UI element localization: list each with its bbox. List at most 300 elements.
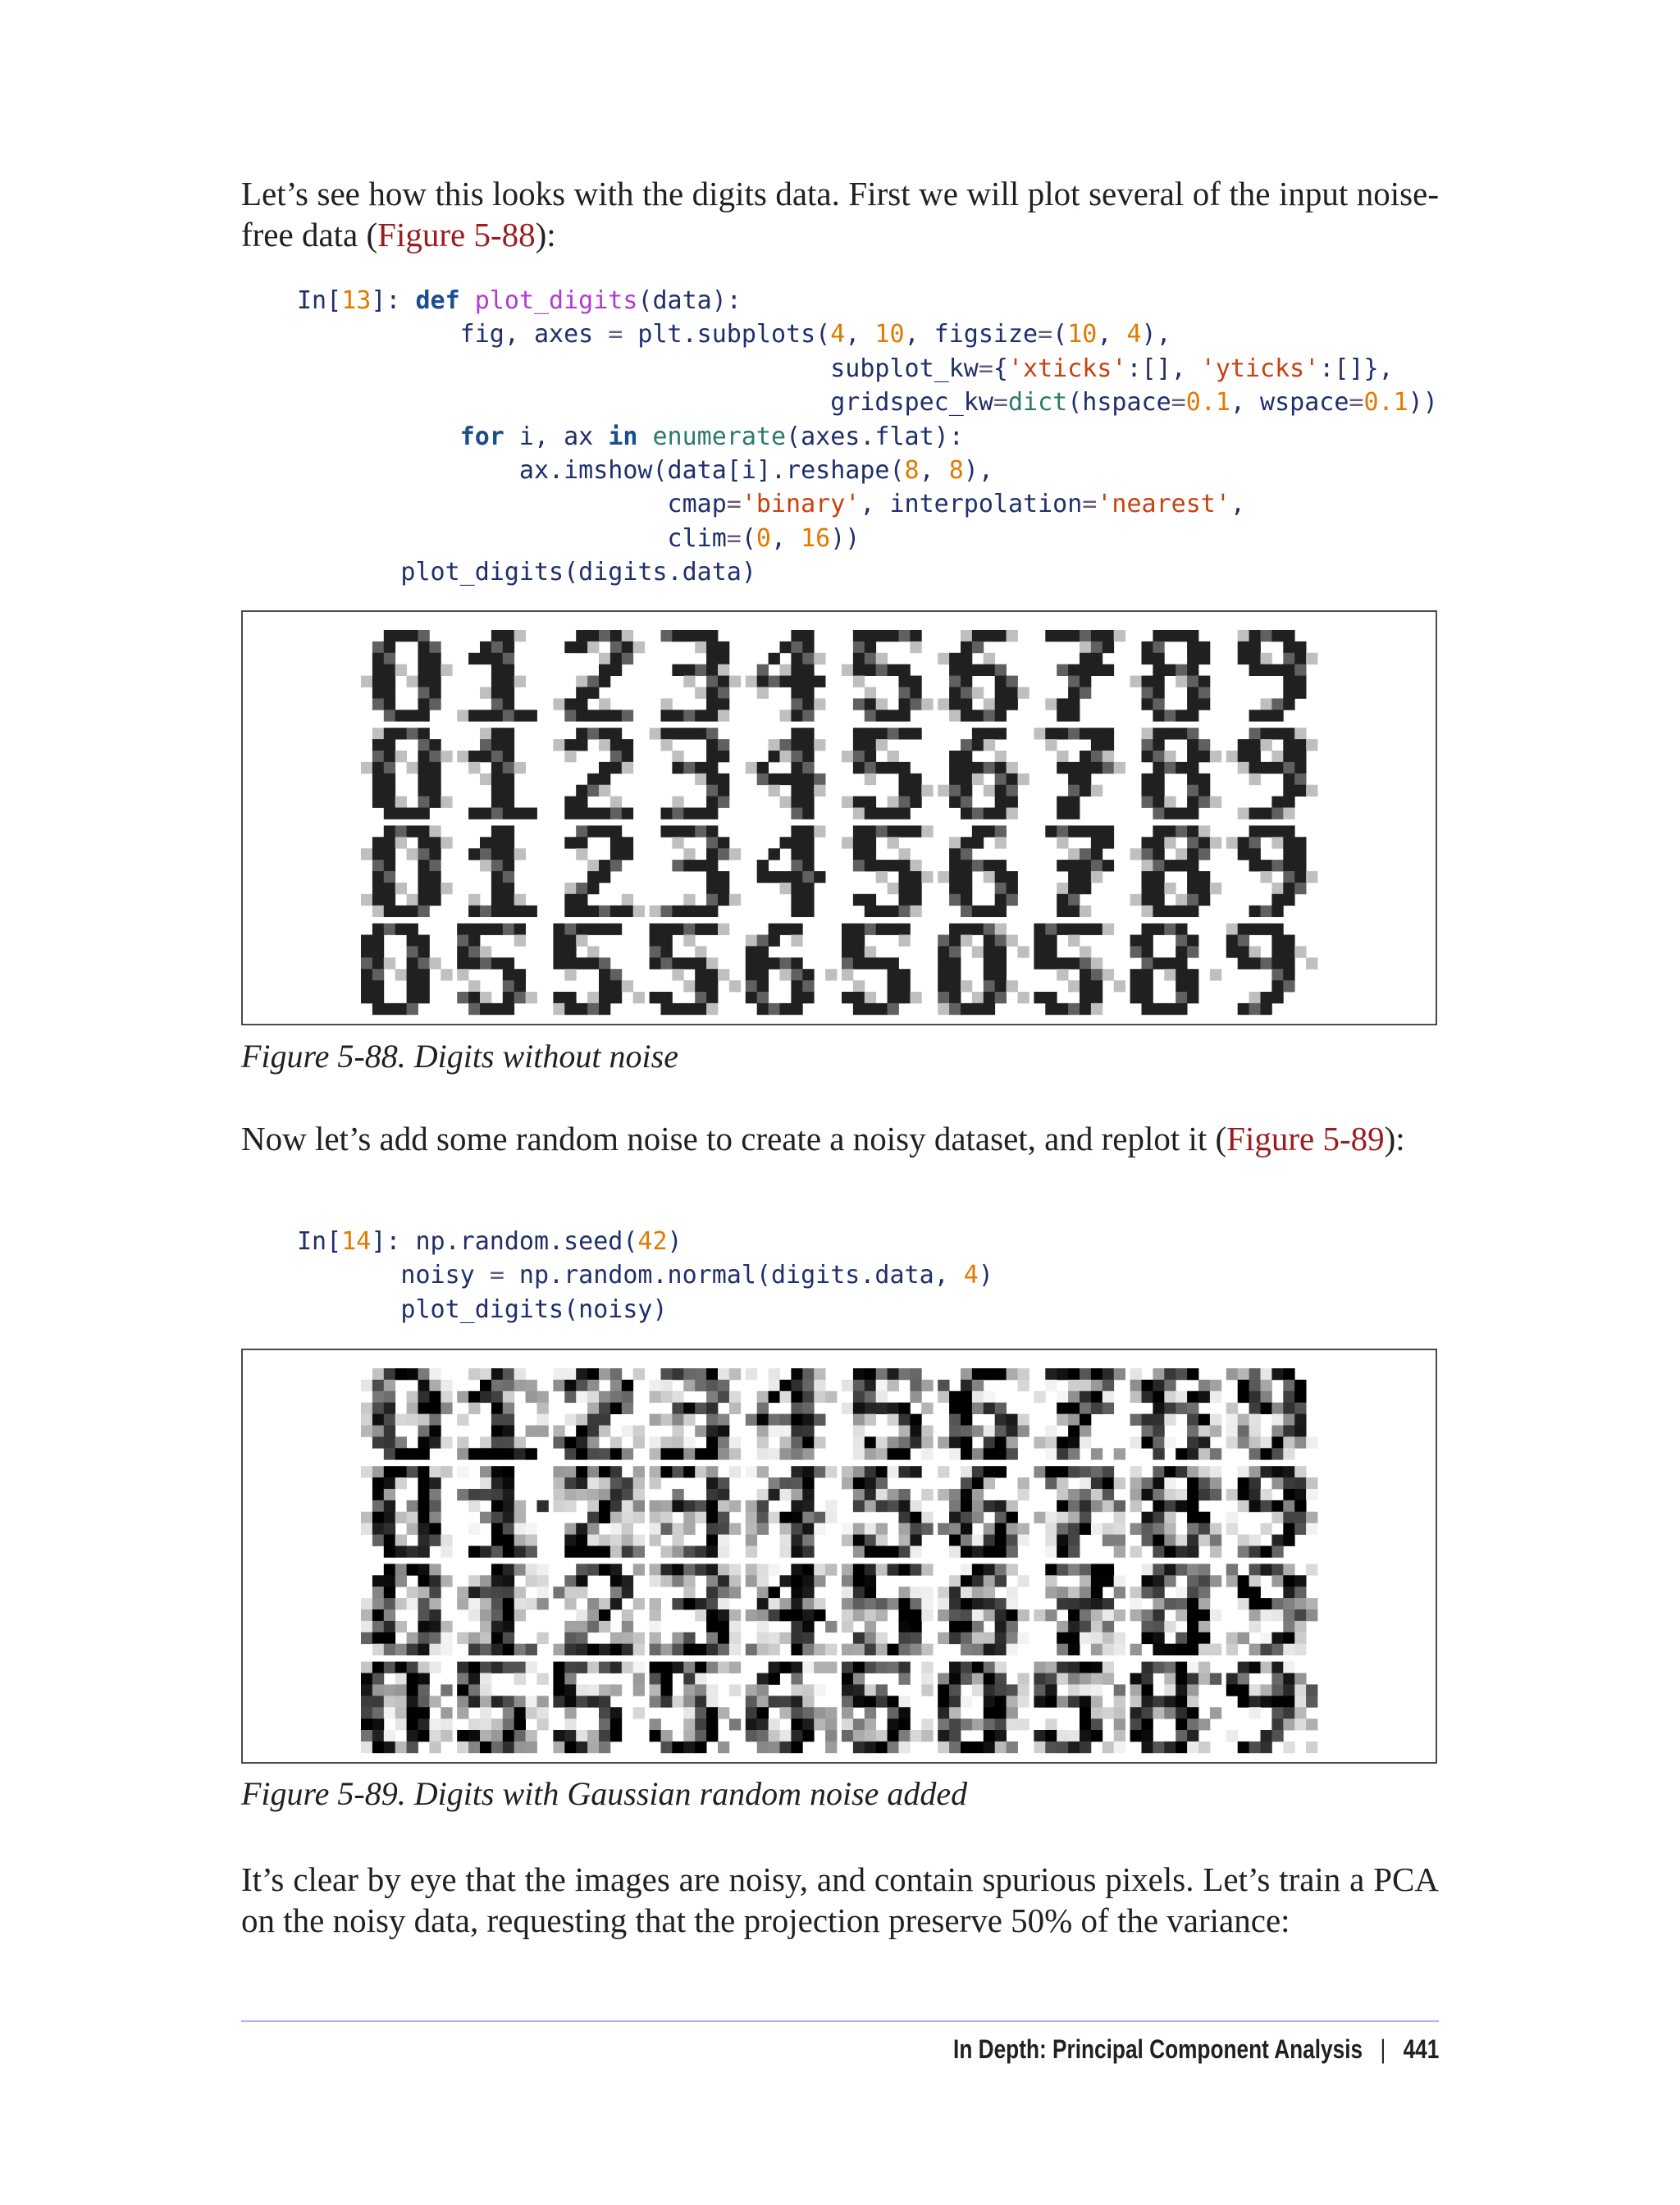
digit-pixel <box>757 1575 769 1586</box>
digit-pixel <box>949 1673 961 1685</box>
digit-pixel <box>1142 1632 1153 1644</box>
digit-pixel <box>372 1707 384 1719</box>
digit-pixel <box>503 837 514 848</box>
digit-pixel <box>780 883 792 894</box>
digit-pixel <box>706 687 718 699</box>
digit-pixel <box>480 1368 491 1380</box>
digit-pixel <box>972 1448 984 1459</box>
digit-pixel <box>865 837 876 848</box>
digit-pixel <box>1187 797 1198 808</box>
digit-pixel <box>599 1644 610 1655</box>
digit-pixel <box>1306 1436 1317 1448</box>
digit-pixel <box>372 1391 384 1403</box>
digit-pixel <box>468 1448 480 1459</box>
digit-pixel <box>1187 1489 1198 1500</box>
digit-pixel <box>899 1696 911 1707</box>
digit-pixel <box>853 946 865 957</box>
digit-pixel <box>888 1598 899 1609</box>
digit-pixel <box>706 871 718 883</box>
digit-pixel <box>814 1609 825 1621</box>
digit-pixel <box>876 1564 888 1575</box>
digit-pixel <box>961 1662 972 1673</box>
digit-pixel <box>746 676 757 687</box>
digit-pixel <box>899 785 911 797</box>
digit-pixel <box>780 710 792 721</box>
digit-pixel <box>1130 1414 1142 1426</box>
digit-pixel <box>1283 1632 1294 1644</box>
digit-pixel <box>949 687 961 699</box>
figure-5-88-link[interactable]: Figure 5-88 <box>377 216 536 253</box>
digit-pixel <box>961 848 972 860</box>
digit-pixel <box>995 785 1007 797</box>
digit-pixel <box>718 1523 729 1535</box>
digit-pixel <box>526 1448 537 1459</box>
digit-pixel <box>899 1719 911 1730</box>
digit-pixel <box>695 1448 706 1459</box>
digit-pixel <box>842 664 853 676</box>
digit-pixel <box>1294 641 1306 653</box>
digit-pixel <box>491 1436 503 1448</box>
digit-pixel <box>429 1436 441 1448</box>
digit-pixel <box>429 1598 441 1609</box>
digit-pixel <box>491 1426 503 1437</box>
digit-pixel <box>384 1448 395 1459</box>
digit-pixel <box>576 848 587 860</box>
digit-pixel <box>961 1403 972 1414</box>
digit-pixel <box>1249 992 1261 1003</box>
digit-pixel <box>718 1512 729 1523</box>
digit-pixel <box>1091 1586 1102 1598</box>
digit-pixel <box>372 1696 384 1707</box>
digit-pixel <box>1068 935 1080 947</box>
digit-pixel <box>853 1436 865 1448</box>
digit-pixel <box>610 1575 622 1586</box>
digit-pixel <box>791 1586 802 1598</box>
digit-pixel <box>1080 1391 1091 1403</box>
digit-pixel <box>491 1489 503 1500</box>
digit-pixel <box>622 739 633 751</box>
digit-pixel <box>910 871 921 883</box>
digit-pixel <box>468 1003 480 1015</box>
digit-pixel <box>791 1662 802 1673</box>
digit-pixel <box>876 1380 888 1391</box>
digit-pixel <box>972 739 984 751</box>
digit-pixel <box>384 825 395 837</box>
digit-pixel <box>949 992 961 1003</box>
digit-pixel <box>888 1448 899 1459</box>
digit-pixel <box>825 1500 837 1512</box>
digit-pixel <box>457 1696 468 1707</box>
digit-pixel <box>1102 1380 1114 1391</box>
code-cell-13: In[13]: def plot_digits(data): fig, axes = plt.subplots(4, 10, figsize=(10, 4), subplot_kw={'xticks':[], 'yticks':[]}, gridspec_kw=dict(hspace=0.1, wspace=0.1)) for i, ax in enumerate(axes.flat): ax.imshow(data[i].reshape(8, 8), cmap='binary', interpolation='nearest', clim=(0, 16)) plot_digits(digits.data) <box>297 286 1438 587</box>
digit-pixel <box>429 860 441 871</box>
digit-pixel <box>1176 710 1187 721</box>
digit-pixel <box>599 785 610 797</box>
digit-pixel <box>865 710 876 721</box>
digit-pixel <box>384 1575 395 1586</box>
digit-pixel <box>1164 1368 1176 1380</box>
digit-pixel <box>1102 1575 1114 1586</box>
digit-pixel <box>1153 1609 1164 1621</box>
digit-pixel <box>610 837 622 848</box>
digit-pixel <box>661 1003 673 1015</box>
digit-pixel <box>372 992 384 1003</box>
digit-pixel <box>972 1586 984 1598</box>
digit-pixel <box>418 825 430 837</box>
digit-pixel <box>514 1523 526 1535</box>
digit-pixel <box>576 837 587 848</box>
digit-pixel <box>418 1426 430 1437</box>
digit-thumbnail-7 <box>1034 728 1125 819</box>
digit-pixel <box>718 687 729 699</box>
digit-pixel <box>865 1644 876 1655</box>
digit-pixel <box>650 946 661 957</box>
digit-pixel <box>802 664 814 676</box>
digit-pixel <box>695 641 706 653</box>
digit-pixel <box>984 860 995 871</box>
digit-pixel <box>395 1707 407 1719</box>
digit-pixel <box>1007 774 1018 785</box>
digit-pixel <box>1261 1403 1272 1414</box>
digit-pixel <box>1187 774 1198 785</box>
digit-pixel <box>865 1546 876 1558</box>
digit-pixel <box>587 687 599 699</box>
digit-pixel <box>910 728 921 739</box>
digit-pixel <box>1007 1684 1018 1696</box>
digit-pixel <box>706 808 718 819</box>
digit-pixel <box>576 728 587 739</box>
digit-pixel <box>384 1523 395 1535</box>
digit-pixel <box>564 1477 576 1489</box>
digit-pixel <box>865 1003 876 1015</box>
digit-pixel <box>972 710 984 721</box>
digit-pixel <box>1306 1609 1317 1621</box>
digit-pixel <box>537 1414 549 1426</box>
digit-pixel <box>576 957 587 969</box>
digit-pixel <box>791 1719 802 1730</box>
digit-pixel <box>633 1477 645 1489</box>
digit-pixel <box>1034 1391 1045 1403</box>
digit-pixel <box>1294 1403 1306 1414</box>
digit-pixel <box>1068 630 1080 641</box>
digit-pixel <box>1271 1368 1283 1380</box>
digit-pixel <box>791 883 802 894</box>
digit-pixel <box>1130 1644 1142 1655</box>
digit-pixel <box>842 1380 853 1391</box>
digit-pixel <box>706 1403 718 1414</box>
digit-pixel <box>1271 1535 1283 1546</box>
digit-pixel <box>514 1719 526 1730</box>
digit-pixel <box>1057 1586 1068 1598</box>
digit-pixel <box>418 1368 430 1380</box>
digit-pixel <box>683 1003 695 1015</box>
digit-pixel <box>526 906 537 917</box>
figure-5-89-link[interactable]: Figure 5-89 <box>1226 1120 1385 1157</box>
digit-pixel <box>633 1466 645 1477</box>
digit-pixel <box>1187 1436 1198 1448</box>
digit-pixel <box>622 641 633 653</box>
digit-pixel <box>1068 871 1080 883</box>
digit-pixel <box>769 1564 780 1575</box>
digit-pixel <box>1249 653 1261 664</box>
digit-pixel <box>1091 653 1102 664</box>
digit-pixel <box>972 641 984 653</box>
digit-pixel <box>429 1632 441 1644</box>
digit-pixel <box>842 1535 853 1546</box>
digit-pixel <box>757 762 769 774</box>
digit-pixel <box>441 751 452 762</box>
digit-pixel <box>599 1512 610 1523</box>
digit-pixel <box>429 1368 441 1380</box>
digit-pixel <box>1198 1644 1210 1655</box>
digit-pixel <box>876 653 888 664</box>
digit-thumbnail-0 <box>361 924 453 1016</box>
digit-pixel <box>372 837 384 848</box>
digit-pixel <box>802 825 814 837</box>
digit-pixel <box>995 894 1007 906</box>
digit-pixel <box>1176 1673 1187 1685</box>
digit-pixel <box>683 1448 695 1459</box>
digit-thumbnail-3 <box>650 825 742 917</box>
digit-pixel <box>1068 728 1080 739</box>
digit-pixel <box>683 1586 695 1598</box>
digit-pixel <box>610 1523 622 1535</box>
digit-pixel <box>610 1564 622 1575</box>
digit-pixel <box>418 1644 430 1655</box>
digit-pixel <box>910 906 921 917</box>
digit-pixel <box>491 1621 503 1632</box>
digit-pixel <box>1283 664 1294 676</box>
digit-pixel <box>672 924 683 935</box>
digit-pixel <box>888 1696 899 1707</box>
digit-pixel <box>1080 1380 1091 1391</box>
digit-pixel <box>921 785 933 797</box>
digit-pixel <box>995 1621 1007 1632</box>
digit-pixel <box>853 860 865 871</box>
digit-pixel <box>1187 653 1198 664</box>
digit-pixel <box>853 698 865 710</box>
digit-pixel <box>706 653 718 664</box>
digit-pixel <box>718 774 729 785</box>
digit-pixel <box>791 1436 802 1448</box>
digit-pixel <box>1142 837 1153 848</box>
digit-pixel <box>1283 1403 1294 1414</box>
digit-pixel <box>1080 1436 1091 1448</box>
digit-pixel <box>372 687 384 699</box>
digit-pixel <box>757 664 769 676</box>
digit-pixel <box>961 980 972 992</box>
digit-pixel <box>407 1466 418 1477</box>
digit-pixel <box>672 825 683 837</box>
digit-pixel <box>1294 1609 1306 1621</box>
digit-pixel <box>553 1368 564 1380</box>
digit-pixel <box>622 1448 633 1459</box>
digit-pixel <box>564 739 576 751</box>
digit-pixel <box>865 1368 876 1380</box>
digit-pixel <box>1226 946 1238 957</box>
digit-pixel <box>995 1730 1007 1742</box>
digit-pixel <box>429 653 441 664</box>
digit-pixel <box>468 935 480 947</box>
digit-pixel <box>395 825 407 837</box>
digit-pixel <box>995 969 1007 980</box>
digit-pixel <box>418 1564 430 1575</box>
digit-thumbnail-4 <box>746 728 826 819</box>
digit-pixel <box>910 774 921 785</box>
digit-pixel <box>429 1586 441 1598</box>
digit-pixel <box>853 837 865 848</box>
digit-pixel <box>1176 1662 1187 1673</box>
digit-pixel <box>1261 664 1272 676</box>
digit-pixel <box>480 1546 491 1558</box>
digit-pixel <box>876 1696 888 1707</box>
digit-pixel <box>888 980 899 992</box>
digit-pixel <box>650 1414 661 1426</box>
digit-pixel <box>407 1673 418 1685</box>
digit-pixel <box>622 630 633 641</box>
digit-pixel <box>1306 1523 1317 1535</box>
digit-pixel <box>1153 1632 1164 1644</box>
digit-pixel <box>429 1380 441 1391</box>
digit-pixel <box>407 1403 418 1414</box>
digit-pixel <box>429 698 441 710</box>
digit-pixel <box>418 808 430 819</box>
digit-pixel <box>395 797 407 808</box>
digit-pixel <box>1130 848 1142 860</box>
digit-pixel <box>622 1477 633 1489</box>
digit-pixel <box>564 710 576 721</box>
digit-pixel <box>1102 630 1114 641</box>
digit-pixel <box>853 1609 865 1621</box>
digit-pixel <box>633 1564 645 1575</box>
digit-pixel <box>1142 924 1153 935</box>
digit-pixel <box>888 751 899 762</box>
digit-pixel <box>372 1512 384 1523</box>
digit-pixel <box>1057 1564 1068 1575</box>
digit-thumbnail-6 <box>746 1662 838 1754</box>
digit-pixel <box>1091 1489 1102 1500</box>
digit-pixel <box>1164 906 1176 917</box>
digit-pixel <box>633 1684 645 1696</box>
digit-pixel <box>384 785 395 797</box>
digit-pixel <box>1283 630 1294 641</box>
digit-pixel <box>706 751 718 762</box>
digit-pixel <box>1176 1546 1187 1558</box>
digit-pixel <box>683 710 695 721</box>
digit-pixel <box>1164 825 1176 837</box>
digit-pixel <box>1261 739 1272 751</box>
digit-pixel <box>418 860 430 871</box>
digit-pixel <box>384 710 395 721</box>
digit-pixel <box>853 1003 865 1015</box>
digit-pixel <box>441 1380 452 1391</box>
digit-pixel <box>1130 1730 1142 1742</box>
digit-pixel <box>650 1500 661 1512</box>
digit-pixel <box>791 1403 802 1414</box>
digit-pixel <box>457 1586 468 1598</box>
digit-pixel <box>1238 837 1249 848</box>
digit-pixel <box>1142 1586 1153 1598</box>
digit-pixel <box>491 1368 503 1380</box>
digit-pixel <box>587 1621 599 1632</box>
digit-pixel <box>1164 1523 1176 1535</box>
digit-pixel <box>995 1673 1007 1685</box>
digit-pixel <box>1007 1512 1018 1523</box>
digit-pixel <box>780 1707 792 1719</box>
digit-pixel <box>1271 1512 1283 1523</box>
digit-thumbnail-6 <box>938 630 1029 722</box>
digit-pixel <box>418 935 430 947</box>
digit-pixel <box>1294 871 1306 883</box>
digit-pixel <box>984 808 995 819</box>
digit-pixel <box>746 1535 757 1546</box>
digit-pixel <box>407 1684 418 1696</box>
digit-pixel <box>1164 1500 1176 1512</box>
digit-pixel <box>1261 1662 1272 1673</box>
digit-thumbnail-8 <box>1130 1368 1222 1460</box>
digit-pixel <box>480 860 491 871</box>
digit-pixel <box>683 1742 695 1753</box>
digit-pixel <box>746 1523 757 1535</box>
digit-pixel <box>1057 698 1068 710</box>
digit-pixel <box>802 969 814 980</box>
digit-pixel <box>1271 762 1283 774</box>
digit-pixel <box>910 1644 921 1655</box>
digit-pixel <box>1306 1512 1317 1523</box>
digit-pixel <box>480 1512 491 1523</box>
digit-pixel <box>661 1730 673 1742</box>
digit-pixel <box>899 1535 911 1546</box>
digit-pixel <box>480 1391 491 1403</box>
digit-pixel <box>757 935 769 947</box>
digit-pixel <box>1018 1684 1029 1696</box>
digit-pixel <box>961 1564 972 1575</box>
digit-pixel <box>695 1719 706 1730</box>
digit-pixel <box>683 1632 695 1644</box>
digit-pixel <box>407 1391 418 1403</box>
digit-pixel <box>791 751 802 762</box>
digit-pixel <box>769 871 780 883</box>
digit-pixel <box>802 1609 814 1621</box>
digit-pixel <box>1091 980 1102 992</box>
digit-pixel <box>865 751 876 762</box>
digit-pixel <box>1210 797 1221 808</box>
digit-pixel <box>576 1448 587 1459</box>
digit-pixel <box>995 1500 1007 1512</box>
digit-pixel <box>564 1535 576 1546</box>
digit-pixel <box>780 1546 792 1558</box>
digit-pixel <box>429 676 441 687</box>
digit-pixel <box>384 1003 395 1015</box>
digit-pixel <box>1142 728 1153 739</box>
digit-pixel <box>853 894 865 906</box>
digit-pixel <box>1271 825 1283 837</box>
digit-pixel <box>1187 1696 1198 1707</box>
digit-pixel <box>910 825 921 837</box>
digit-pixel <box>791 1426 802 1437</box>
digit-pixel <box>972 1500 984 1512</box>
digit-pixel <box>468 992 480 1003</box>
digit-pixel <box>1102 1621 1114 1632</box>
digit-pixel <box>718 751 729 762</box>
digit-pixel <box>361 676 372 687</box>
digit-pixel <box>706 1523 718 1535</box>
digit-pixel <box>1164 808 1176 819</box>
digit-pixel <box>865 957 876 969</box>
digit-pixel <box>1164 1003 1176 1015</box>
digit-pixel <box>1187 1684 1198 1696</box>
digit-pixel <box>876 1477 888 1489</box>
